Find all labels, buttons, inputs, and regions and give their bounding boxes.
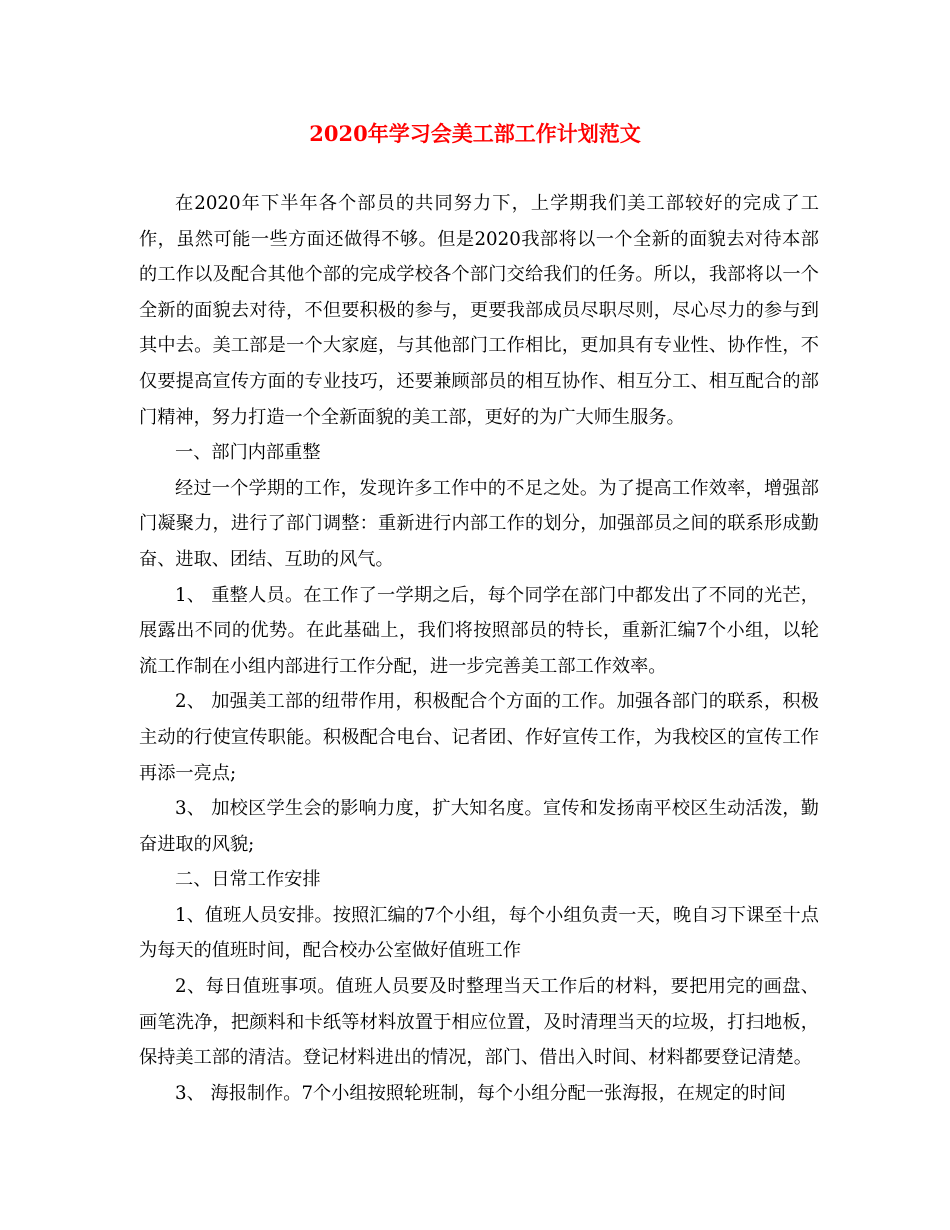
- document-title: 2020年学习会美工部工作计划范文: [309, 121, 641, 146]
- list-item: 2、 加强美工部的纽带作用，积极配合个方面的工作。加强各部门的联系，积极主动的行使宣传职能。积极配合电台、记者团、作好宣传工作，为我校区的宣传工作再添一亮点;: [139, 691, 819, 784]
- list-item: 1、 重整人员。在工作了一学期之后，每个同学在部门中都发出了不同的光芒，展露出不同的优势。在此基础上，我们将按照部员的特长，重新汇编7个小组，以轮流工作制在小组内部进行工作分配，进一步完善美工部工作效率。: [139, 584, 819, 677]
- section-heading: 一、部门内部重整: [175, 442, 321, 464]
- section-heading: 二、日常工作安排: [175, 869, 321, 891]
- list-item: 2、每日值班事项。值班人员要及时整理当天工作后的材料，要把用完的画盘、画笔洗净，把颜料和卡纸等材料放置于相应位置，及时清理当天的垃圾，打扫地板，保持美工部的清洁。登记材料进出的情况，部门、借出入时间、材料都要登记清楚。: [139, 976, 819, 1069]
- paragraph: 在2020年下半年各个部员的共同努力下，上学期我们美工部较好的完成了工作，虽然可能一些方面还做得不够。但是2020我部将以一个全新的面貌去对待本部的工作以及配合其他个部的完成学校各个部门交给我们的任务。所以，我部将以一个全新的面貌去对待，不但要积极的参与，更要我部成员尽职尽则，尽心尽力的参与到其中去。美工部是一个大家庭，与其他部门工作相比，更加具有专业性、协作性，不仅要提高宣传方面的专业技巧，还要兼顾部员的相互协作、相互分工、相互配合的部门精神，努力打造一个全新面貌的美工部，更好的为广大师生服务。: [139, 193, 819, 428]
- paragraph: 经过一个学期的工作，发现许多工作中的不足之处。为了提高工作效率，增强部门凝聚力，进行了部门调整：重新进行内部工作的划分，加强部员之间的联系形成勤奋、进取、团结、互助的风气。: [139, 477, 819, 570]
- list-item: 1、值班人员安排。按照汇编的7个小组，每个小组负责一天，晚自习下课至十点为每天的值班时间，配合校办公室做好值班工作: [139, 904, 819, 962]
- list-item: 3、 海报制作。7个小组按照轮班制，每个小组分配一张海报，在规定的时间: [175, 1082, 786, 1104]
- document-body: [139, 186, 819, 1111]
- list-item: 3、 加校区学生会的影响力度，扩大知名度。宣传和发扬南平校区生动活泼，勤奋进取的风貌;: [139, 798, 819, 855]
